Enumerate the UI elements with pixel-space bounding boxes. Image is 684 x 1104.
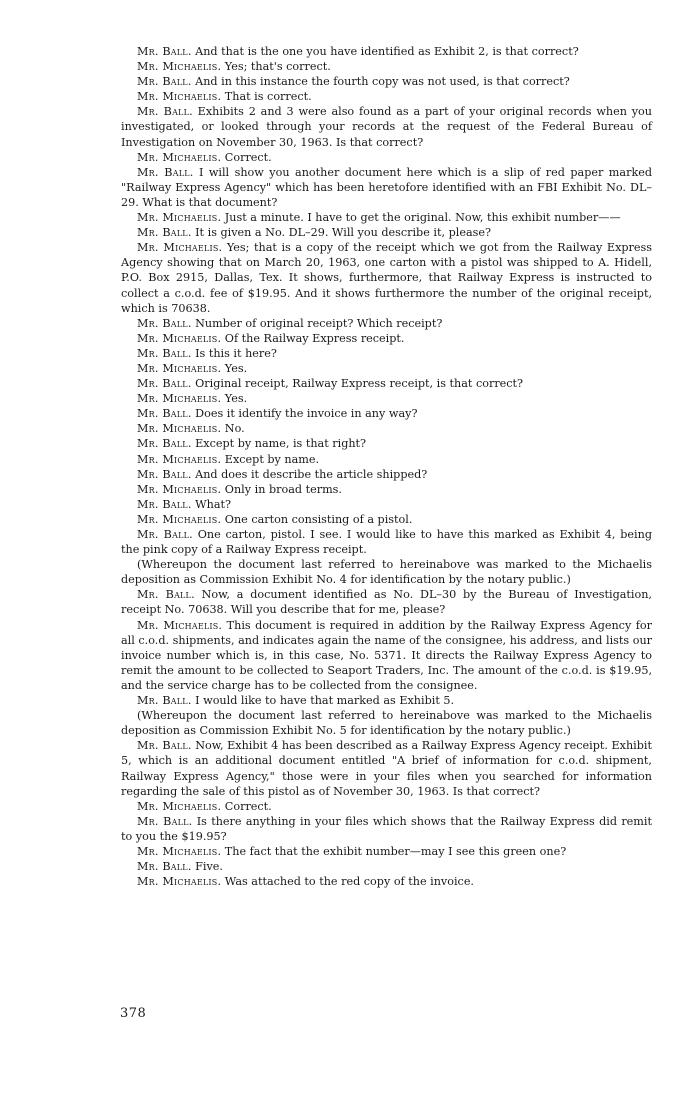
paragraph: [121, 391, 652, 406]
speaker-name: Mr. Michaelis.: [137, 392, 222, 406]
speech-text: Exhibits 2 and 3 were also found as a part of your original records when you investigated, or looked through your records at the request of the Federal Bureau of Investigation on November 30, 1963. Is that correct?: [121, 105, 653, 149]
speaker-name: Mr. Ball.: [137, 814, 193, 828]
paragraph: [121, 150, 652, 165]
speech-text: Yes.: [224, 361, 248, 375]
speech-text: Just a minute. I have to get the original. Now, this exhibit number——: [224, 211, 621, 225]
paragraph: [121, 421, 652, 436]
speaker-name: Mr. Michaelis.: [137, 512, 222, 526]
speaker-name: Mr. Ball.: [137, 694, 192, 708]
speech-text: And that is the one you have identified as Exhibit 2, is that correct?: [195, 45, 579, 58]
paragraph: [121, 467, 652, 482]
paragraph: [121, 799, 652, 814]
paragraph: [121, 406, 652, 421]
speech-text: No.: [224, 422, 245, 436]
paragraph: [121, 240, 652, 315]
paragraph: [121, 859, 652, 874]
speaker-name: Mr. Michaelis.: [137, 150, 222, 164]
speaker-name: Mr. Michaelis.: [137, 482, 222, 496]
transcript-body: [121, 44, 652, 889]
speaker-name: Mr. Ball.: [137, 226, 192, 240]
speaker-name: Mr. Michaelis.: [137, 844, 222, 858]
speaker-name: Mr. Michaelis.: [137, 875, 222, 889]
speech-text: Yes; that is a copy of the receipt which we got from the Railway Express Agency showing that on March 20, 1963, one carton with a pistol was shipped to A. Hidell, P.O. Box 2915, Dallas, Tex. It shows, furthermore, that Railway Express is instructed to collect a c.o.d. fee of $19.95. And it shows furthermore the number of the original receipt, which is 70638.: [121, 241, 652, 315]
speech-text: I will show you another document here which is a slip of red paper marked "Railway Express Agency" which has been heretofore identified with an FBI Exhibit No. DL–29. What is that document?: [121, 165, 653, 209]
speaker-name: Mr. Ball.: [137, 165, 194, 179]
paragraph: [121, 527, 652, 557]
paragraph: [121, 44, 652, 59]
paragraph: [121, 104, 652, 149]
paragraph: [121, 74, 652, 89]
paragraph: [121, 874, 652, 889]
paragraph: [121, 814, 652, 844]
speech-text: Yes; that's correct.: [224, 60, 331, 74]
paragraph: [121, 512, 652, 527]
speaker-name: Mr. Michaelis.: [137, 331, 222, 345]
paragraph: [121, 693, 652, 708]
paragraph: [121, 618, 652, 693]
speech-text: Correct.: [224, 799, 272, 813]
speech-text: This document is required in addition by the Railway Express Agency for all c.o.d. shipments, and indicates again the name of the consignee, his address, and lists our invoice number which is, in this case, No. 5371. It directs the Railway Express Agency to remit the amount to be collected to Seaport Traders, Inc. The amount of the c.o.d. is $19.95, and the service charge has to be collected from the consignee.: [121, 618, 652, 692]
speaker-name: Mr. Michaelis.: [137, 211, 222, 225]
paragraph: [121, 436, 652, 451]
speaker-name: Mr. Ball.: [137, 467, 192, 481]
speaker-name: Mr. Michaelis.: [137, 452, 222, 466]
speech-text: One carton, pistol. I see. I would like to have this marked as Exhibit 4, being the pink copy of a Railway Express receipt.: [121, 528, 652, 557]
paragraph: [121, 497, 652, 512]
speaker-name: Mr. Ball.: [137, 739, 192, 753]
speech-text: And in this instance the fourth copy was not used, is that correct?: [195, 75, 570, 89]
paragraph: [121, 225, 652, 240]
speaker-name: Mr. Ball.: [137, 588, 195, 602]
speaker-name: Mr. Michaelis.: [137, 361, 222, 375]
speech-text: Number of original receipt? Which receipt?: [195, 316, 443, 330]
paragraph: [121, 376, 652, 391]
speaker-name: Mr. Ball.: [137, 437, 192, 451]
paragraph: [121, 89, 652, 104]
speech-text: (Whereupon the document last referred to hereinabove was marked to the Michaelis deposition as Commission Exhibit No. 4 for identification by the notary public.): [121, 558, 652, 587]
paragraph: [121, 738, 652, 798]
speaker-name: Mr. Michaelis.: [137, 241, 223, 255]
speaker-name: Mr. Michaelis.: [137, 618, 223, 632]
speaker-name: Mr. Ball.: [137, 75, 192, 89]
speech-text: Except by name, is that right?: [195, 437, 367, 451]
speaker-name: Mr. Ball.: [137, 377, 192, 391]
speech-text: What?: [195, 497, 232, 511]
speaker-name: Mr. Michaelis.: [137, 799, 222, 813]
speaker-name: Mr. Michaelis.: [137, 60, 222, 74]
speaker-name: Mr. Michaelis.: [137, 90, 222, 104]
speech-text: Only in broad terms.: [224, 482, 342, 496]
speaker-name: Mr. Ball.: [137, 346, 192, 360]
paragraph: [121, 482, 652, 497]
paragraph: [121, 210, 652, 225]
paragraph: [121, 331, 652, 346]
speech-text: Was attached to the red copy of the invoice.: [224, 875, 474, 889]
paragraph: [121, 361, 652, 376]
speech-text: Yes.: [224, 392, 248, 406]
paragraph: [121, 844, 652, 859]
speaker-name: Mr. Ball.: [137, 528, 193, 541]
speech-text: It is given a No. DL–29. Will you describe it, please?: [195, 226, 491, 240]
speech-text: Of the Railway Express receipt.: [224, 331, 405, 345]
paragraph: [121, 587, 652, 617]
speaker-name: Mr. Ball.: [137, 497, 192, 511]
speech-text: Correct.: [224, 150, 272, 164]
paragraph: [121, 557, 652, 587]
speech-text: Original receipt, Railway Express receipt, is that correct?: [195, 377, 524, 391]
paragraph: [121, 452, 652, 467]
speaker-name: Mr. Michaelis.: [137, 422, 222, 436]
paragraph: [121, 59, 652, 74]
speech-text: Now, Exhibit 4 has been described as a Railway Express Agency receipt. Exhibit 5, which is an additional document entitled "A brief of information for c.o.d. shipment, Railway Express Agency," those were in your files when you searched for information regarding the sale of this pistol as of November 30, 1963. Is that correct?: [121, 739, 652, 798]
speaker-name: Mr. Ball.: [137, 316, 192, 330]
paragraph: [121, 708, 652, 738]
paragraph: [121, 346, 652, 361]
speaker-name: Mr. Ball.: [137, 45, 192, 58]
speech-text: Does it identify the invoice in any way?: [195, 407, 418, 421]
page-number: 378: [120, 1006, 147, 1021]
speech-text: I would like to have that marked as Exhibit 5.: [195, 694, 455, 708]
speech-text: And does it describe the article shipped?: [195, 467, 428, 481]
speech-text: Five.: [195, 860, 223, 874]
speech-text: Except by name.: [224, 452, 320, 466]
speaker-name: Mr. Ball.: [137, 407, 192, 421]
speech-text: Is this it here?: [195, 346, 277, 360]
speaker-name: Mr. Ball.: [137, 105, 193, 119]
speech-text: The fact that the exhibit number—may I see this green one?: [224, 844, 567, 858]
paragraph: [121, 316, 652, 331]
speech-text: Is there anything in your files which shows that the Railway Express did remit to you the $19.95?: [121, 814, 652, 843]
speech-text: One carton consisting of a pistol.: [224, 512, 413, 526]
paragraph: [121, 165, 652, 210]
speech-text: That is correct.: [224, 90, 312, 104]
speaker-name: Mr. Ball.: [137, 860, 192, 874]
speech-text: Now, a document identified as No. DL–30 by the Bureau of Investigation, receipt No. 70638. Will you describe that for me, please?: [121, 588, 652, 617]
speech-text: (Whereupon the document last referred to hereinabove was marked to the Michaelis deposition as Commission Exhibit No. 5 for identification by the notary public.): [121, 709, 652, 738]
